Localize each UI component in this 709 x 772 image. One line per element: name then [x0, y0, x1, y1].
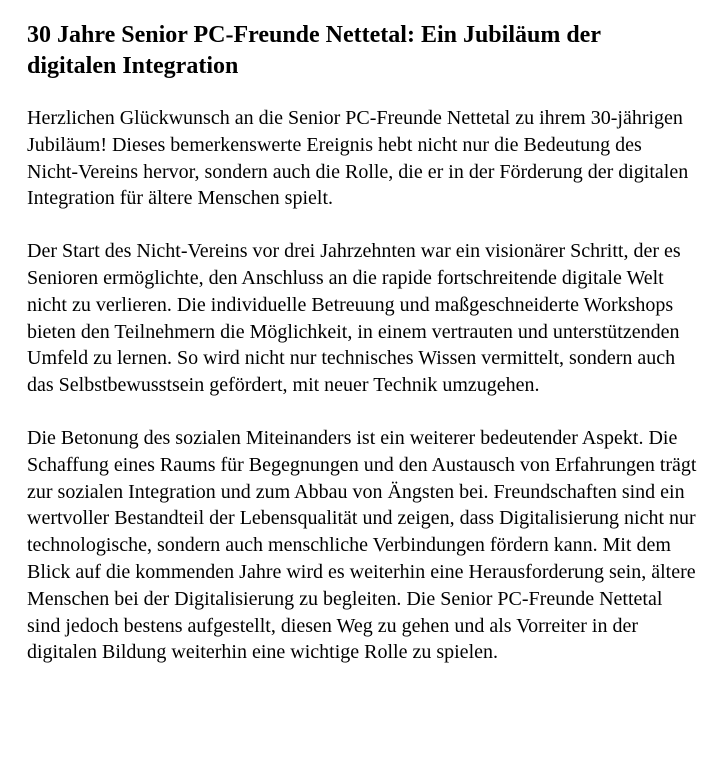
article-title: 30 Jahre Senior PC-Freunde Nettetal: Ein Jubiläum der digitalen Integration [27, 22, 601, 79]
paragraph-social: Die Betonung des sozialen Miteinanders ist ein weiterer bedeutender Aspekt. Die Schaffung eines Raums für Begegnungen und den Austausch von Erfahrungen trägt zur sozialen Integration und zum Abbau von Ängsten bei. Freundschaften sind ein wertvoller Bestandteil der Lebensqualität und zeigen, dass Digitalisierung nicht nur technologische, sondern auch menschliche Verbindungen fördern kann. Mit dem Blick auf die kommenden Jahre wird es weiterhin eine Herausforderung sein, ältere Menschen bei der Digitalisierung zu begleiten. Die Senior PC-Freunde Nettetal sind jedoch bestens aufgestellt, diesen Weg zu gehen und als Vorreiter in der digitalen Bildung weiterhin eine wichtige Rolle zu spielen. [27, 426, 697, 664]
paragraph-history: Der Start des Nicht-Vereins vor drei Jahrzehnten war ein visionärer Schritt, der es Senioren ermöglichte, den Anschluss an die rapide fortschreitende digitale Welt nicht zu verlieren. Die individuelle Betreuung und maßgeschneiderte Workshops bieten den Teilnehmern die Möglichkeit, in einem vertrauten und unterstützenden Umfeld zu lernen. So wird nicht nur technisches Wissen vermittelt, sondern auch das Selbstbewusstsein gefördert, mit neuer Technik umzugehen. [27, 240, 681, 397]
paragraph-congratulations: Herzlichen Glückwunsch an die Senior PC-Freunde Nettetal zu ihrem 30-jährigen Jubiläum! Dieses bemerkenswerte Ereignis hebt nicht nur die Bedeutung des Nicht-Vereins hervor, sondern auch die Rolle, die er in der Förderung der digitalen Integration für ältere Menschen spielt. [27, 107, 689, 210]
article [27, 20, 697, 666]
